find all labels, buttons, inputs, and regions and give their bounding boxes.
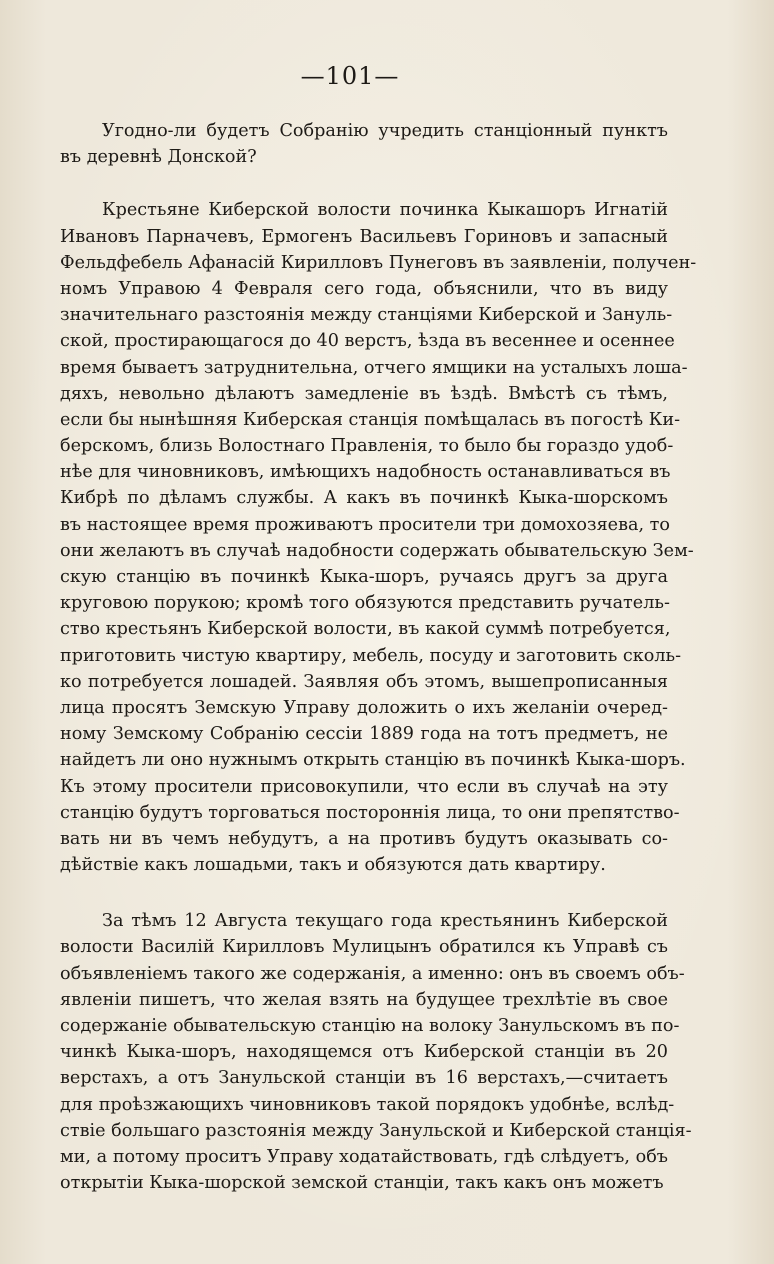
page-number: —101— xyxy=(300,62,400,90)
text-line: верстахъ, а отъ Занульской станціи въ 16 верстахъ,—считаетъ xyxy=(60,1068,668,1089)
text-line: явленіи пишетъ, что желая взять на будущее трехлѣтіе въ свое xyxy=(60,989,668,1010)
text-line: Кибрѣ по дѣламъ службы. А какъ въ починкѣ Кыка-шорскомъ xyxy=(60,488,668,509)
text-line: нѣе для чиновниковъ, имѣющихъ надобность останавливаться въ xyxy=(60,462,671,483)
text-line: станцію будутъ торговаться постороннія лица, то они препятство- xyxy=(60,802,680,823)
text-line: открытіи Кыка-шорской земской станціи, такъ какъ онъ можетъ xyxy=(60,1173,664,1194)
text-line: круговою порукою; кромѣ того обязуются представить ручатель- xyxy=(60,593,670,614)
text-line: Фельдфебель Афанасій Кирилловъ Пунеговъ въ заявленіи, получен- xyxy=(60,252,697,273)
text-line: если бы нынѣшняя Киберская станція помѣщалась въ погостѣ Ки- xyxy=(60,409,681,430)
text-line: ко потребуется лошадей. Заявляя объ этомъ, вышепрописанныя xyxy=(60,671,668,692)
text-body xyxy=(60,118,697,1196)
text-line: ному Земскому Собранію сессіи 1889 года на тотъ предметъ, не xyxy=(60,724,668,745)
text-line: значительнаго разстоянія между станціями Киберской и Зануль- xyxy=(60,305,673,326)
text-line: приготовить чистую квартиру, мебель, посуду и заготовить сколь- xyxy=(60,645,682,666)
text-line: для проѣзжающихъ чиновниковъ такой порядокъ удобнѣе, вслѣд- xyxy=(60,1094,675,1115)
text-line: содержаніе обывательскую станцію на волоку Занульскомъ въ по- xyxy=(60,1016,680,1036)
text-line: берскомъ, близь Волостнаго Правленія, то было бы гораздо удоб- xyxy=(60,436,674,457)
text-line: лица просятъ Земскую Управу доложить о ихъ желаніи очеред- xyxy=(60,697,668,718)
text-line: чинкѣ Кыка-шоръ, находящемся отъ Киберской станціи въ 20 xyxy=(60,1042,668,1063)
text-line: дяхъ, невольно дѣлаютъ замедленіе въ ѣздѣ. Вмѣстѣ съ тѣмъ, xyxy=(60,383,668,404)
paragraph-question xyxy=(60,118,668,170)
text-line: За тѣмъ 12 Августа текущаго года крестьянинъ Киберской xyxy=(102,911,668,932)
text-line: объявленіемъ такого же содержанія, а именно: онъ въ своемъ объ- xyxy=(60,963,685,984)
text-line: они желаютъ въ случаѣ надобности содержать обывательскую Зем- xyxy=(60,540,694,561)
text-line: ми, а потому проситъ Управу ходатайствовать, гдѣ слѣдуетъ, объ xyxy=(60,1146,668,1167)
text-line: найдетъ ли оно нужнымъ открыть станцію въ починкѣ Кыка-шоръ. xyxy=(60,750,686,771)
text-line: вать ни въ чемъ небудутъ, а на противъ будутъ оказывать со- xyxy=(60,828,668,849)
text-line: ство крестьянъ Киберской волости, въ какой суммѣ потребуется, xyxy=(60,619,671,640)
text-line: время бываетъ затруднительна, отчего ямщики на усталыхъ лоша- xyxy=(60,357,688,378)
text-line: волости Василій Кирилловъ Мулицынъ обратился къ Управѣ съ xyxy=(60,937,668,958)
text-line: Къ этому просители присовокупили, что если въ случаѣ на эту xyxy=(60,776,668,797)
text-line: ствіе большаго разстоянія между Занульской и Киберской станція- xyxy=(60,1120,692,1141)
text-line: ской, простирающагося до 40 верстъ, ѣзда въ весеннее и осеннее xyxy=(60,331,675,352)
text-line: въ настоящее время проживаютъ просители три домохозяева, то xyxy=(60,514,670,535)
text-line: Угодно-ли будетъ Собранію учредить станціонный пунктъ xyxy=(102,121,668,141)
text-line: номъ Управою 4 Февраля сего года, объяснили, что въ виду xyxy=(60,278,668,299)
text-line: дѣйствіе какъ лошадьми, такъ и обязуются дать квартиру. xyxy=(60,855,606,876)
text-line: скую станцію въ починкѣ Кыка-шоръ, ручаясь другъ за друга xyxy=(60,567,668,587)
paragraph-mulitsyn-request xyxy=(60,908,692,1196)
text-line: Ивановъ Парначевъ, Ермогенъ Васильевъ Гориновъ и запасный xyxy=(60,226,668,247)
text-line: Крестьяне Киберской волости починка Кыкашоръ Игнатій xyxy=(102,200,668,221)
paragraph-peasants-request xyxy=(60,197,697,878)
text-line: въ деревнѣ Донской? xyxy=(60,147,257,168)
